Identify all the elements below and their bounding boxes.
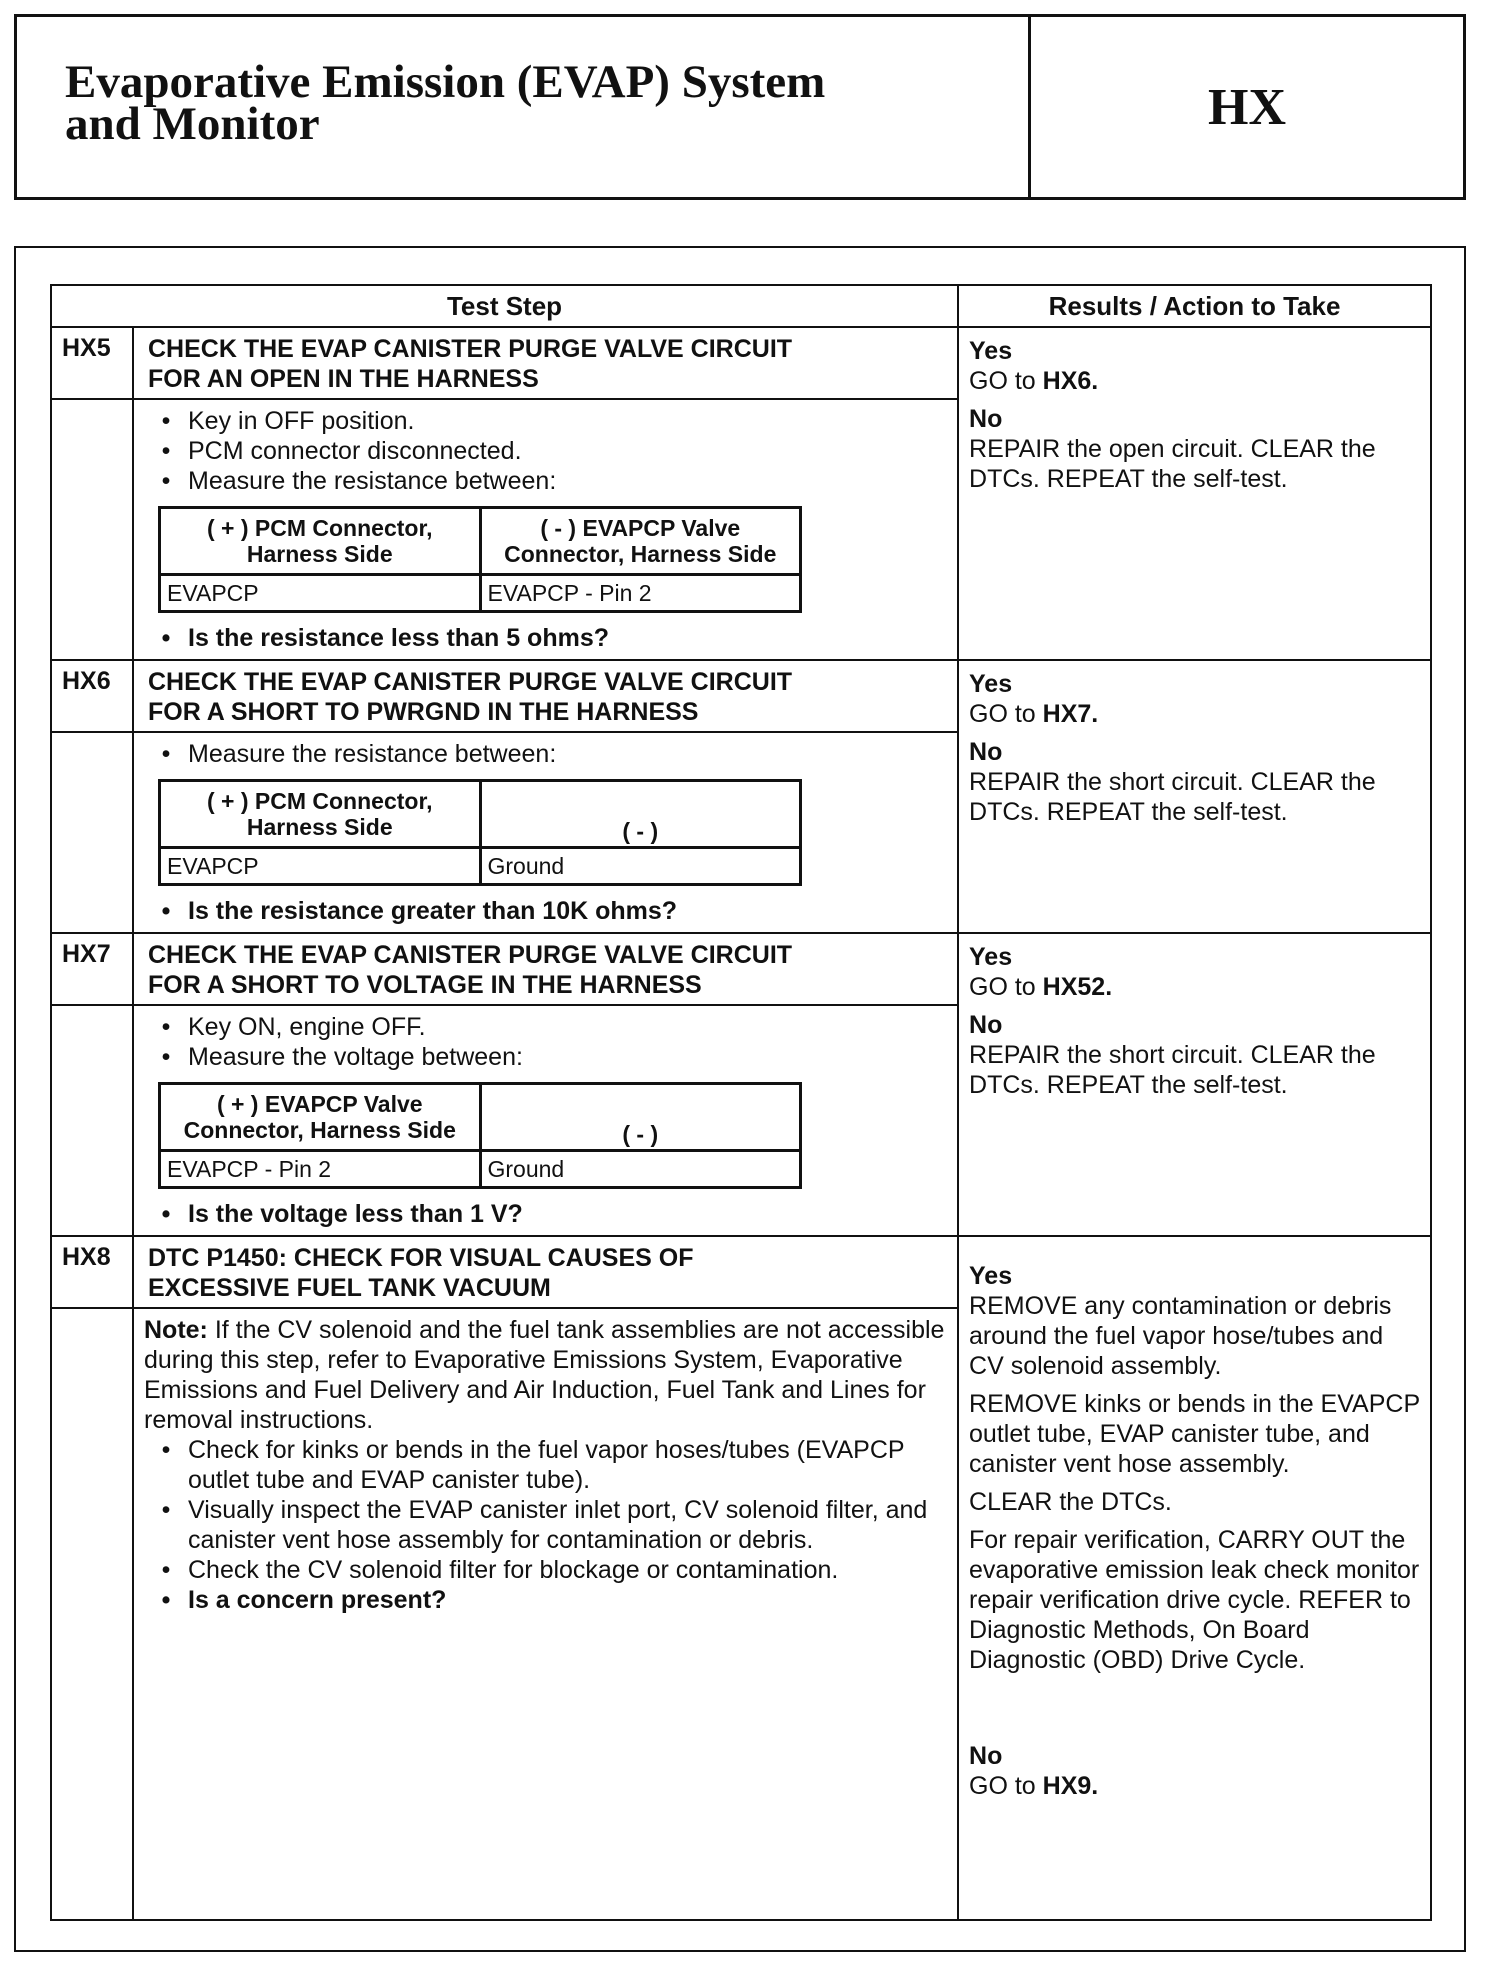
step-question: • Is the resistance greater than 10K ohms? [161, 897, 678, 925]
heading-line: CHECK THE EVAP CANISTER PURGE VALVE CIRCUIT [148, 668, 793, 696]
no-action: GO to HX9. [969, 1772, 1099, 1800]
heading-line: FOR AN OPEN IN THE HARNESS [148, 365, 539, 393]
title-line-2: and Monitor [65, 98, 320, 150]
page-title [17, 17, 1031, 197]
step-hx7-heading-row [51, 933, 1431, 1005]
table-header-row [51, 285, 1431, 327]
list-item: • Measure the voltage between: [161, 1043, 523, 1071]
measure-header-neg: ( - ) [480, 781, 801, 848]
step-hx8-results [958, 1236, 1431, 1920]
col-header-results: Results / Action to Take [958, 285, 1431, 327]
step-body [133, 1308, 958, 1920]
step-id: HX8 [51, 1236, 133, 1308]
measure-value-neg: Ground [480, 1151, 801, 1188]
step-heading [133, 1236, 958, 1308]
goto-target: HX6. [1042, 367, 1099, 395]
section-code: HX [1208, 78, 1286, 136]
step-hx6-results [958, 660, 1431, 933]
step-hx7-results [958, 933, 1431, 1236]
step-id: HX6 [51, 660, 133, 732]
no-label: No [969, 1011, 1003, 1039]
measure-value-neg: EVAPCP - Pin 2 [480, 575, 801, 612]
step-question: • Is a concern present? [161, 1586, 447, 1614]
title-line-1: Evaporative Emission (EVAP) System [65, 56, 826, 108]
col-header-test-step: Test Step [51, 285, 958, 327]
heading-line: FOR A SHORT TO VOLTAGE IN THE HARNESS [148, 971, 702, 999]
step-id: HX7 [51, 933, 133, 1005]
no-action: REPAIR the short circuit. CLEAR the DTCs. REPEAT the self-test. [969, 768, 1376, 826]
list-item: • Check for kinks or bends in the fuel vapor hoses/tubes (EVAPCP outlet tube and EVAP canister tube). [161, 1436, 905, 1494]
yes-action: REMOVE any contamination or debris around the fuel vapor hose/tubes and CV solenoid assembly. [969, 1292, 1392, 1380]
goto-target: HX9. [1042, 1772, 1099, 1800]
yes-action: REMOVE kinks or bends in the EVAPCP outlet tube, EVAP canister tube, and canister vent hose assembly. [969, 1390, 1420, 1478]
yes-label: Yes [969, 337, 1013, 365]
heading-line: CHECK THE EVAP CANISTER PURGE VALVE CIRCUIT [148, 941, 793, 969]
yes-label: Yes [969, 943, 1013, 971]
yes-action: For repair verification, CARRY OUT the evaporative emission leak check monitor repair verification drive cycle. REFER to Diagnostic Methods, On Board Diagnostic (OBD) Drive Cycle. [969, 1526, 1420, 1674]
content-frame [14, 246, 1466, 1952]
measure-value-pos: EVAPCP [160, 575, 481, 612]
heading-line: CHECK THE EVAP CANISTER PURGE VALVE CIRCUIT [148, 335, 793, 363]
page-header [14, 14, 1466, 200]
measurement-table [158, 1082, 802, 1189]
yes-label: Yes [969, 670, 1013, 698]
yes-label: Yes [969, 1262, 1013, 1290]
step-heading [133, 327, 958, 399]
list-item: • Key in OFF position. [161, 407, 415, 435]
list-item: • Check the CV solenoid filter for blockage or contamination. [161, 1556, 839, 1584]
step-body [133, 399, 958, 660]
no-label: No [969, 1742, 1003, 1770]
step-note: Note: If the CV solenoid and the fuel tank assemblies are not accessible during this step, refer to Evaporative Emissions System, Evaporative Emissions and Fuel Delivery and Air Induction, Fuel Tank and Lines for removal instructions. [144, 1316, 945, 1434]
step-hx6-heading-row [51, 660, 1431, 732]
measure-header-pos: ( + ) EVAPCP Valve Connector, Harness Side [160, 1084, 481, 1151]
step-hx8-heading-row [51, 1236, 1431, 1308]
step-hx5-results [958, 327, 1431, 660]
step-question: • Is the resistance less than 5 ohms? [161, 624, 609, 652]
measure-header-pos: ( + ) PCM Connector, Harness Side [160, 508, 481, 575]
no-action: REPAIR the short circuit. CLEAR the DTCs. REPEAT the self-test. [969, 1041, 1376, 1099]
list-item: • Measure the resistance between: [161, 740, 557, 768]
yes-action: GO to HX52. [969, 973, 1113, 1001]
measure-header-pos: ( + ) PCM Connector, Harness Side [160, 781, 481, 848]
step-body [133, 732, 958, 933]
heading-line: FOR A SHORT TO PWRGND IN THE HARNESS [148, 698, 699, 726]
measure-header-neg: ( - ) EVAPCP Valve Connector, Harness Side [480, 508, 801, 575]
measure-value-neg: Ground [480, 848, 801, 885]
list-item: • Measure the resistance between: [161, 467, 557, 495]
heading-line: EXCESSIVE FUEL TANK VACUUM [148, 1274, 551, 1302]
yes-action: GO to HX6. [969, 367, 1099, 395]
no-action: REPAIR the open circuit. CLEAR the DTCs. REPEAT the self-test. [969, 435, 1376, 493]
goto-target: HX7. [1042, 700, 1099, 728]
yes-action: CLEAR the DTCs. [969, 1488, 1172, 1516]
measure-header-neg: ( - ) [480, 1084, 801, 1151]
goto-target: HX52. [1042, 973, 1113, 1001]
list-item: • PCM connector disconnected. [161, 437, 522, 465]
measurement-table [158, 779, 802, 886]
measurement-table [158, 506, 802, 613]
no-label: No [969, 405, 1003, 433]
step-heading [133, 660, 958, 732]
step-id: HX5 [51, 327, 133, 399]
no-label: No [969, 738, 1003, 766]
step-hx5-heading-row [51, 327, 1431, 399]
heading-line: DTC P1450: CHECK FOR VISUAL CAUSES OF [148, 1244, 694, 1272]
measure-value-pos: EVAPCP - Pin 2 [160, 1151, 481, 1188]
list-item: • Key ON, engine OFF. [161, 1013, 426, 1041]
list-item: • Visually inspect the EVAP canister inlet port, CV solenoid filter, and canister vent hose assembly for contamination or debris. [161, 1496, 928, 1554]
step-question: • Is the voltage less than 1 V? [161, 1200, 523, 1228]
test-step-table [50, 284, 1432, 1921]
step-body [133, 1005, 958, 1236]
yes-action: GO to HX7. [969, 700, 1099, 728]
measure-value-pos: EVAPCP [160, 848, 481, 885]
step-heading [133, 933, 958, 1005]
